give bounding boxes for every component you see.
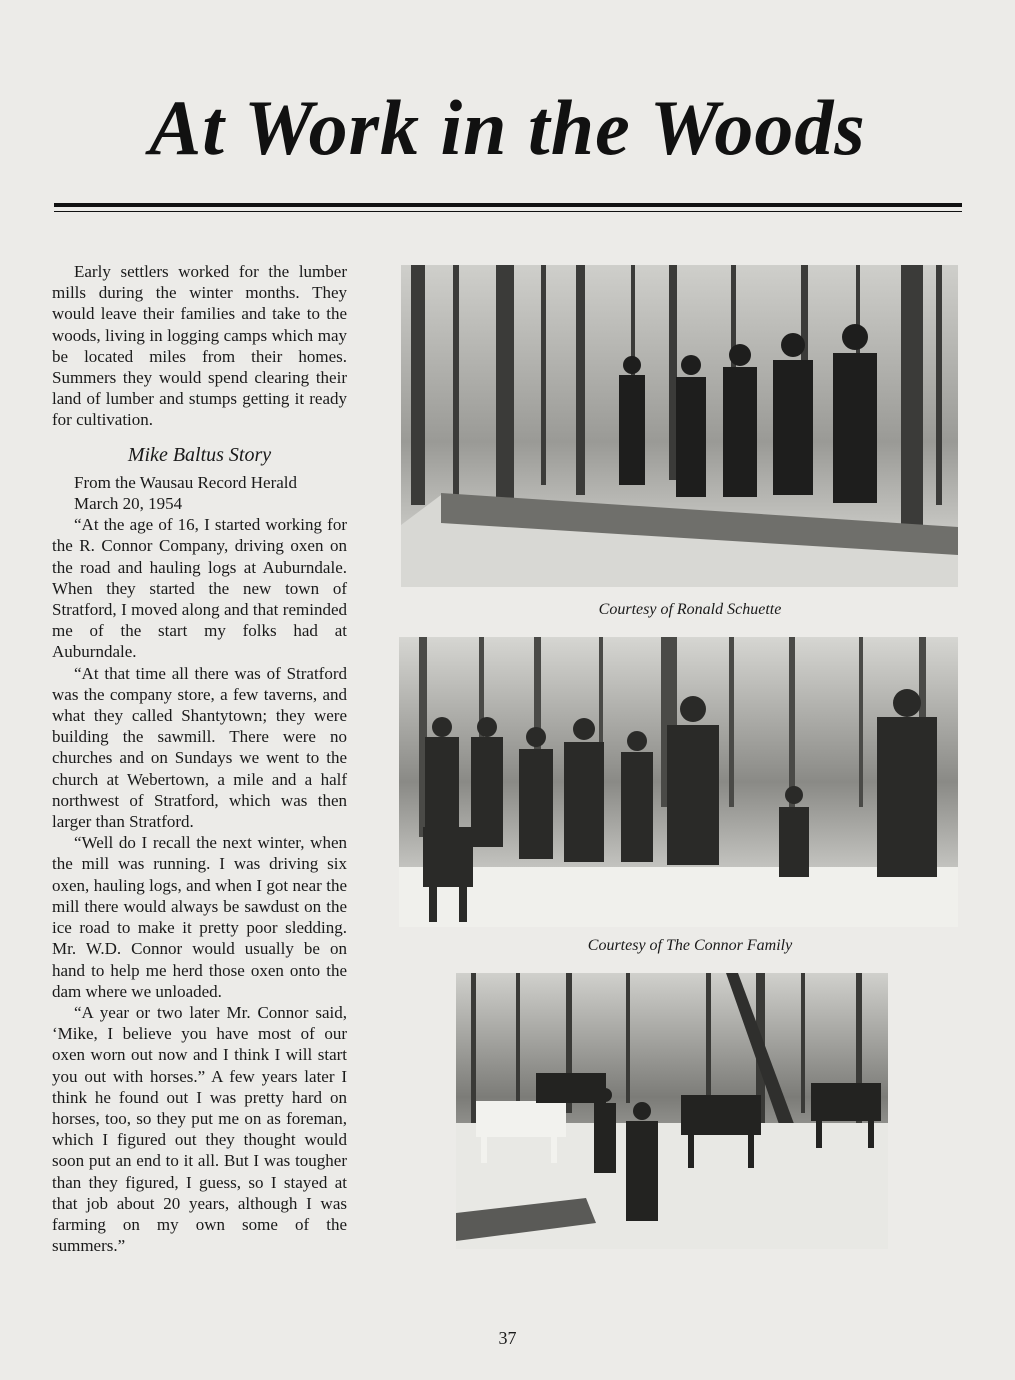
article-column [52, 261, 347, 1256]
story-paragraph: “At the age of 16, I started working for the R. Connor Company, driving oxen on the road and hauling logs at Auburndale. When they started the new town of Stratford, I moved along and that reminded me of the start my folks had at Auburndale. [52, 515, 347, 662]
photo-caption: Courtesy of The Connor Family [587, 937, 793, 954]
photo-horse-teams [456, 973, 888, 1249]
title-rule-thin [54, 211, 962, 212]
story-heading: Mike Baltus Story [127, 443, 272, 466]
source-line: From the Wausau Record Herald [74, 472, 298, 492]
story-paragraph: “At that time all there was of Stratford was the company store, a few taverns, and what they called Shantytown; they were building the sawmill. There were no churches and on Sundays we went to the church at Webertown, a mile and a half northwest of Stratford, which was then larger than Stratford. [52, 663, 347, 832]
photo-loggers-on-log [401, 265, 958, 587]
story-paragraph: “Well do I recall the next winter, when the mill was running. I was driving six oxen, hauling logs, and when I got near the mill there would always be sawdust on the ice road to make it pretty poor sledding. Mr. W.D. Connor would usually be on hand to help me herd those oxen onto the dam where we unloaded. [52, 833, 347, 1001]
source-date: March 20, 1954 [74, 494, 183, 514]
intro-paragraph: Early settlers worked for the lumber mills during the winter months. They would leave their families and take to the woods, living in logging camps which may be located miles from their homes. Summers they would spend clearing their land of lumber and stumps getting it ready for cultivation. [52, 262, 347, 430]
title-rule [54, 203, 962, 207]
story-paragraph: “A year or two later Mr. Connor said, ‘Mike, I believe you have most of our oxen worn out now and I think I will start you out with horses.” A few years later I think he found out I was pretty hard on horses, too, so they put me on as foreman, which I figured out they thought would soon put an end to it all. But I was tougher than they figured, I guess, so I stayed at that job about 20 years, although I was farming on my own some of the summers.” [52, 1002, 347, 1256]
page-number: 37 [498, 1328, 517, 1348]
photo-logging-crew [399, 637, 958, 927]
page-title: At Work in the Woods [149, 84, 866, 171]
photo-caption: Courtesy of Ronald Schuette [598, 601, 782, 618]
